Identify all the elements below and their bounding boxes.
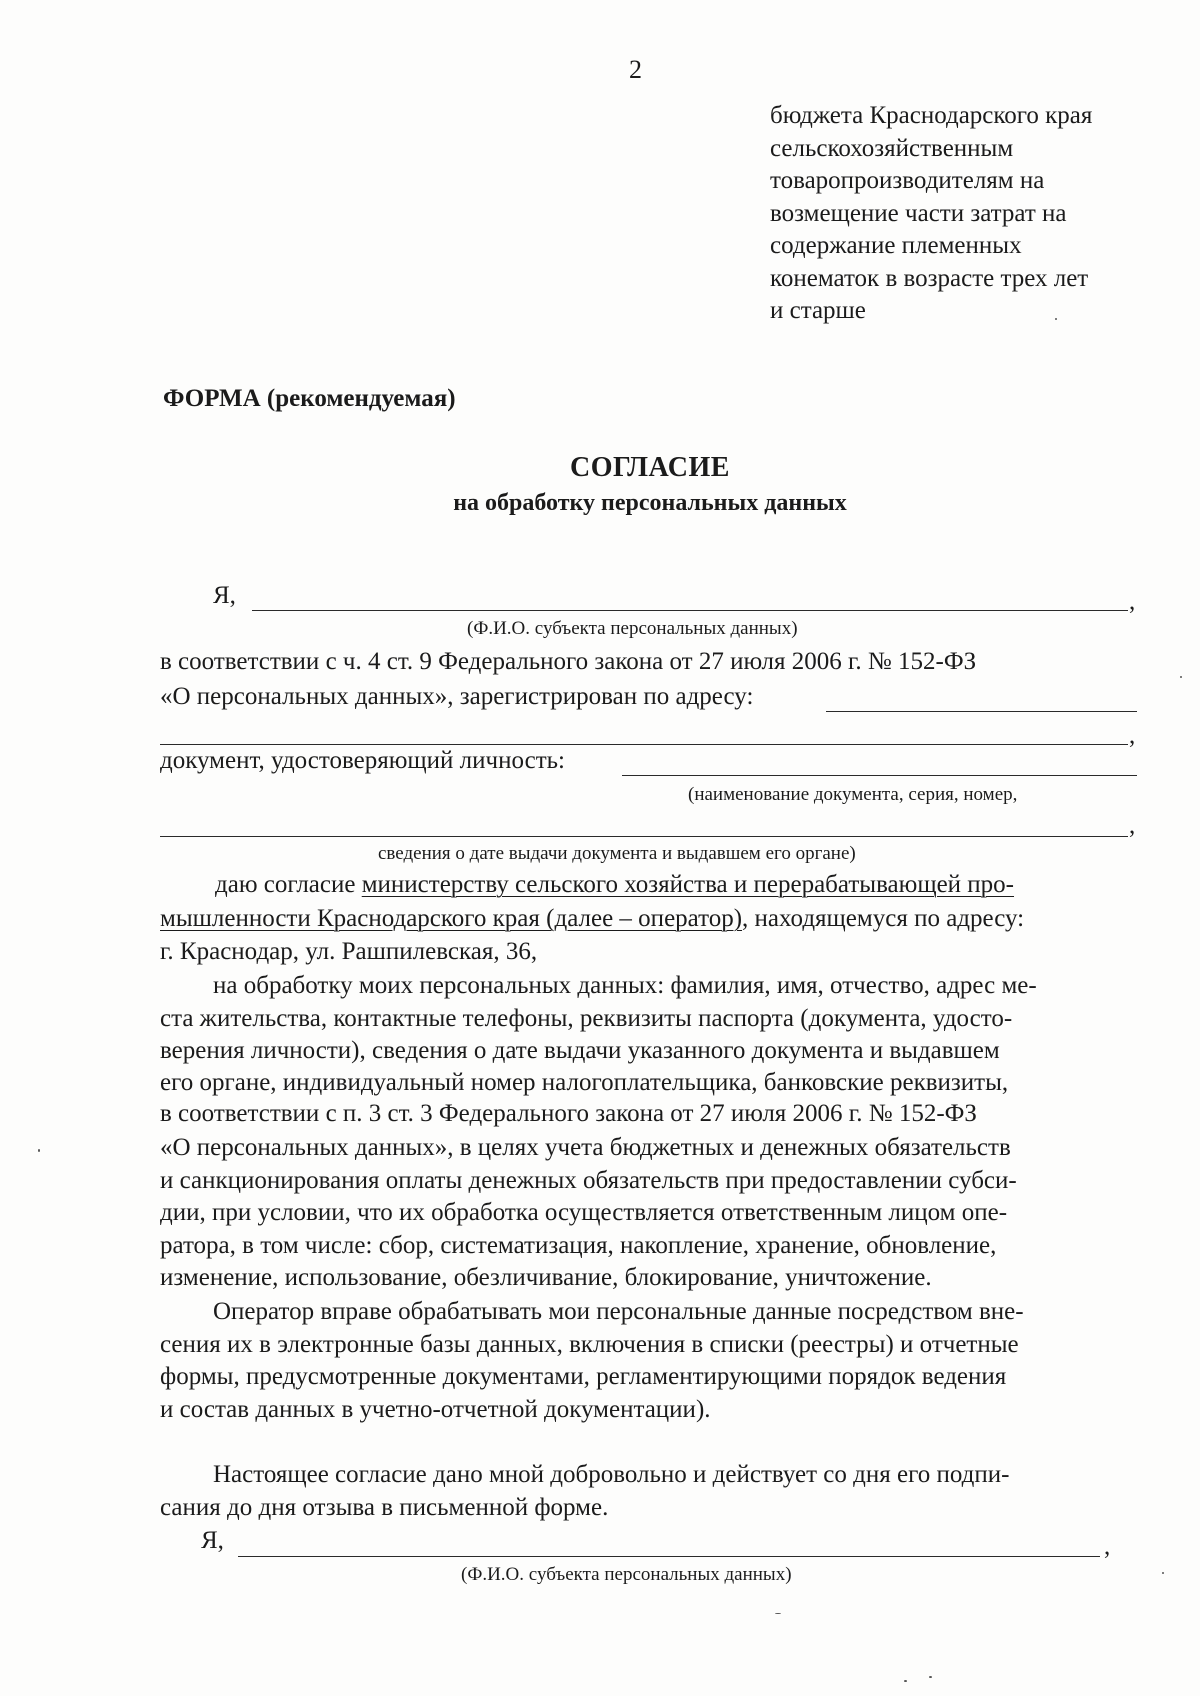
scan-speck: [1055, 318, 1057, 320]
appendix-header: [770, 100, 1190, 328]
rights-line: сения их в электронные базы данных, включения в списки (реестры) и отчетные: [160, 1331, 1019, 1358]
fio-prefix: Я,: [213, 582, 236, 609]
processing-line: в соответствии с п. 3 ст. 3 Федерального закона от 27 июля 2006 г. № 152-ФЗ: [160, 1100, 977, 1127]
signature-fio-line[interactable]: [238, 1556, 1100, 1557]
document-comma: ,: [1129, 812, 1136, 839]
rights-line: формы, предусмотренные документами, регламентирующими порядок ведения: [160, 1363, 1007, 1390]
rights-line: Оператор вправе обрабатывать мои персональные данные посредством вне-: [213, 1298, 1024, 1325]
header-line: товаропроизводителям на: [770, 167, 1045, 194]
header-line: конематок в возрасте трех лет: [770, 264, 1089, 292]
document-caption-2: сведения о дате выдачи документа и выдавшем его органе): [378, 843, 856, 864]
operator-address-lead: , находящемуся по адресу:: [742, 905, 1025, 932]
signature-comma: ,: [1104, 1533, 1111, 1560]
processing-line: ста жительства, контактные телефоны, реквизиты паспорта (документа, удосто-: [160, 1005, 1013, 1032]
fio-comma: ,: [1129, 588, 1136, 615]
page-number: 2: [629, 55, 642, 84]
signature-prefix: Я,: [201, 1527, 224, 1554]
validity-line: Настоящее согласие дано мной добровольно и действует со дня его подпи-: [213, 1461, 1010, 1488]
document-field-line[interactable]: [622, 775, 1137, 776]
document-prefix: документ, удостоверяющий личность:: [160, 747, 565, 774]
fio-field-line[interactable]: [252, 610, 1128, 611]
document-subtitle: на обработку персональных данных: [453, 490, 847, 516]
scan-speck: [1180, 676, 1182, 678]
validity-line: сания до дня отзыва в письменной форме.: [160, 1494, 609, 1521]
document-field-line-2[interactable]: [160, 836, 1128, 837]
rights-line: и состав данных в учетно-отчетной документации).: [160, 1396, 711, 1423]
operator-address: г. Краснодар, ул. Рашпилевская, 36,: [160, 938, 538, 965]
address-prefix: «О персональных данных», зарегистрирован по адресу:: [160, 683, 754, 710]
operator-name-part2: мышленности Краснодарского края (далее – оператор): [160, 905, 743, 932]
processing-line: «О персональных данных», в целях учета бюджетных и денежных обязательств: [160, 1134, 1011, 1161]
fio-caption: (Ф.И.О. субъекта персональных данных): [467, 618, 798, 639]
processing-line: ратора, в том числе: сбор, систематизация, накопление, хранение, обновление,: [160, 1232, 997, 1259]
operator-lead: даю согласие: [215, 871, 356, 898]
processing-line: и санкционирования оплаты денежных обязательств при предоставлении субси-: [160, 1167, 1017, 1194]
law-reference-line: [160, 648, 1142, 676]
scan-speck: [38, 1149, 40, 1152]
header-line: бюджета Краснодарского края: [770, 102, 1093, 129]
header-line: содержание племенных: [770, 232, 1022, 259]
scan-speck: [904, 1680, 907, 1682]
document-caption-1: (наименование документа, серия, номер,: [688, 784, 1018, 805]
processing-line: дии, при условии, что их обработка осуществляется ответственным лицом опе-: [160, 1199, 1008, 1226]
processing-line: на обработку моих персональных данных: фамилия, имя, отчество, адрес ме-: [213, 972, 1037, 999]
processing-line: верения личности), сведения о дате выдачи указанного документа и выдавшем: [160, 1037, 1000, 1064]
scan-speck: [929, 1676, 932, 1678]
signature-caption: (Ф.И.О. субъекта персональных данных): [461, 1564, 792, 1585]
scan-speck: [1162, 1572, 1164, 1574]
scan-speck: [775, 1613, 781, 1614]
document-title: СОГЛАСИЕ: [570, 452, 730, 483]
processing-line: изменение, использование, обезличивание, блокирование, уничтожение.: [160, 1264, 932, 1291]
operator-line-1: [215, 871, 1135, 899]
operator-name-part1: министерству сельского хозяйства и перерабатывающей про-: [361, 871, 1015, 898]
processing-line: его органе, индивидуальный номер налогоплательщика, банковские реквизиты,: [160, 1069, 1009, 1096]
address-comma: ,: [1129, 722, 1136, 749]
operator-line-2: [160, 905, 1024, 933]
header-line: возмещение части затрат на: [770, 199, 1067, 227]
address-field-line[interactable]: [826, 711, 1137, 712]
header-line: и старше: [770, 297, 866, 324]
form-label: ФОРМА (рекомендуемая): [163, 385, 456, 412]
law-reference-text: в соответствии с ч. 4 ст. 9 Федерального закона от 27 июля 2006 г. № 152-ФЗ: [160, 648, 977, 675]
address-field-line-2[interactable]: [160, 744, 1128, 745]
header-line: сельскохозяйственным: [770, 134, 1014, 162]
